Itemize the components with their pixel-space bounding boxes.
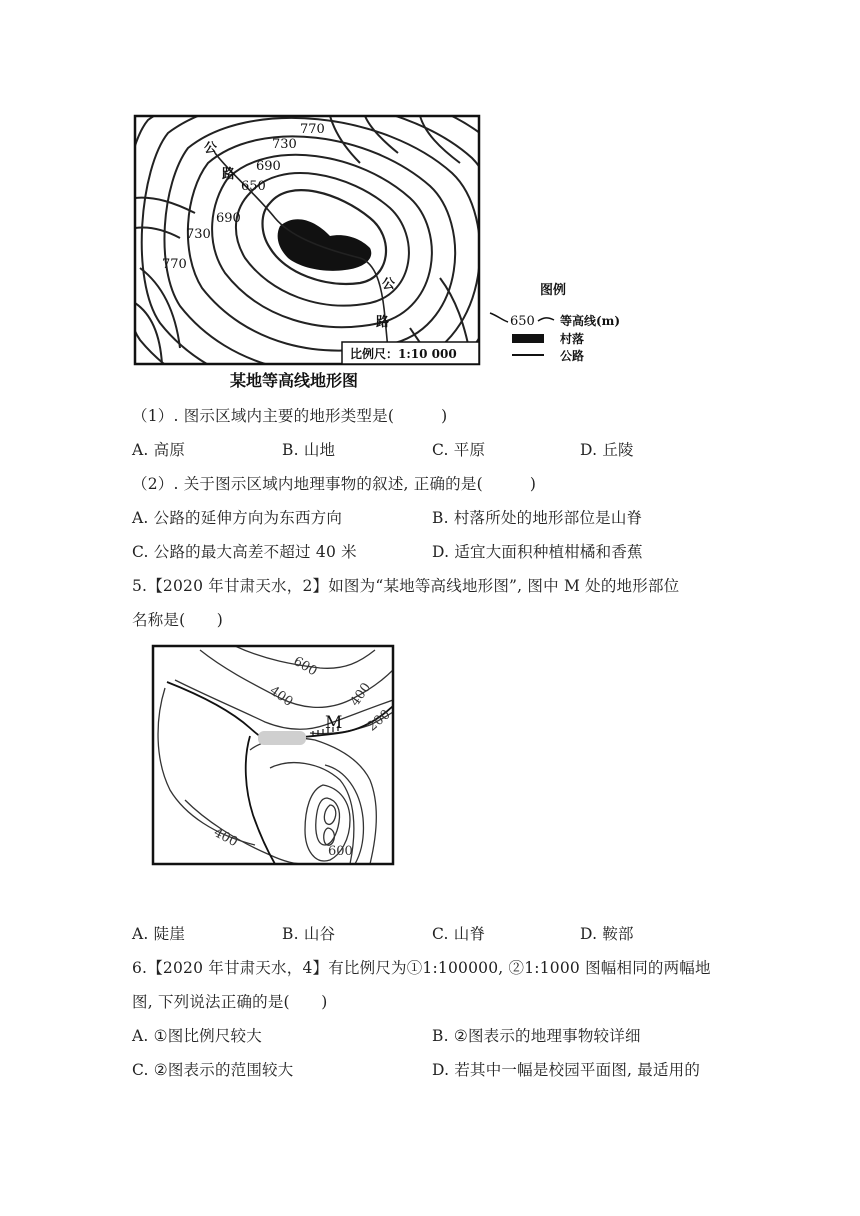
- map2-point-m: M: [325, 713, 343, 733]
- q1-stem: （1）. 图示区域内主要的地形类型是( ): [132, 407, 448, 425]
- map1-label-770-top: 770: [300, 122, 325, 137]
- contour-map-1: [120, 108, 640, 393]
- q6-stem-line1: 6.【2020 年甘肃天水，4】有比例尺为①1:100000, ②1:1000 图幅相同的两幅地: [132, 959, 711, 977]
- contour-map-2: [145, 640, 400, 870]
- q5-option-c: C. 山脊: [432, 925, 486, 943]
- q5-option-a: A. 陡崖: [132, 925, 186, 943]
- q2-option-d: D. 适宜大面积种植柑橘和香蕉: [432, 543, 643, 561]
- map2-label-200: 200: [364, 707, 394, 735]
- map1-label-690-top: 690: [256, 159, 281, 174]
- q6-stem-line2: 图, 下列说法正确的是( ): [132, 993, 328, 1011]
- q2-stem: （2）. 关于图示区域内地理事物的叙述, 正确的是( ): [132, 475, 537, 493]
- legend-title: 图例: [540, 283, 567, 298]
- legend-village-label: 村落: [560, 332, 585, 346]
- q5-stem-line1: 5.【2020 年甘肃天水，2】如图为“某地等高线地形图”, 图中 M 处的地形部位: [132, 577, 680, 595]
- q6-option-a: A. ①图比例尺较大: [132, 1027, 262, 1045]
- q1-option-b: B. 山地: [282, 441, 336, 459]
- q1-option-d: D. 丘陵: [580, 441, 634, 459]
- map1-caption: 某地等高线地形图: [230, 371, 359, 390]
- q2-option-c: C. 公路的最大高差不超过 40 米: [132, 543, 357, 561]
- q5-option-d: D. 鞍部: [580, 925, 634, 943]
- legend-contour-label: 等高线(m): [560, 314, 621, 328]
- map2-label-400-top: 400: [266, 683, 296, 710]
- q2-option-b: B. 村落所处的地形部位是山脊: [432, 509, 643, 527]
- map1-label-690-left: 690: [216, 211, 241, 226]
- map2-label-400-bottom: 400: [211, 825, 241, 851]
- map1-road-label-top-2: 路: [222, 167, 236, 182]
- map1-road-label-top-1: 公: [204, 141, 218, 156]
- map1-label-730-left: 730: [186, 227, 211, 242]
- q6-option-d: D. 若其中一幅是校园平面图, 最适用的: [432, 1061, 701, 1079]
- map1-scale: 比例尺：1:10 000: [350, 347, 457, 361]
- map1-legend: [490, 282, 620, 363]
- map1-label-650: 650: [241, 179, 266, 194]
- legend-contour-symbol: [490, 313, 508, 322]
- q6-option-c: C. ②图表示的范围较大: [132, 1061, 294, 1079]
- q6-option-b: B. ②图表示的地理事物较详细: [432, 1027, 641, 1045]
- map1-road-label-bottom-2: 路: [376, 315, 390, 330]
- q1-option-c: C. 平原: [432, 441, 486, 459]
- map1-road-label-bottom-1: 公: [382, 277, 396, 292]
- map1-label-770-left: 770: [162, 257, 187, 272]
- legend-village-symbol: [512, 334, 544, 343]
- legend-road-label: 公路: [560, 349, 585, 363]
- map2-label-400-right: 400: [347, 680, 375, 710]
- map2-label-600-top: 600: [290, 653, 320, 680]
- map1-label-730-top: 730: [272, 137, 297, 152]
- q5-stem-line2: 名称是( ): [132, 611, 223, 629]
- map2-label-600-bottom: 600: [328, 844, 353, 859]
- legend-contour-value: 650: [510, 314, 535, 329]
- q2-option-a: A. 公路的延伸方向为东西方向: [132, 509, 343, 527]
- q1-option-a: A. 高原: [132, 441, 186, 459]
- blurred-patch: [258, 731, 306, 745]
- q5-option-b: B. 山谷: [282, 925, 336, 943]
